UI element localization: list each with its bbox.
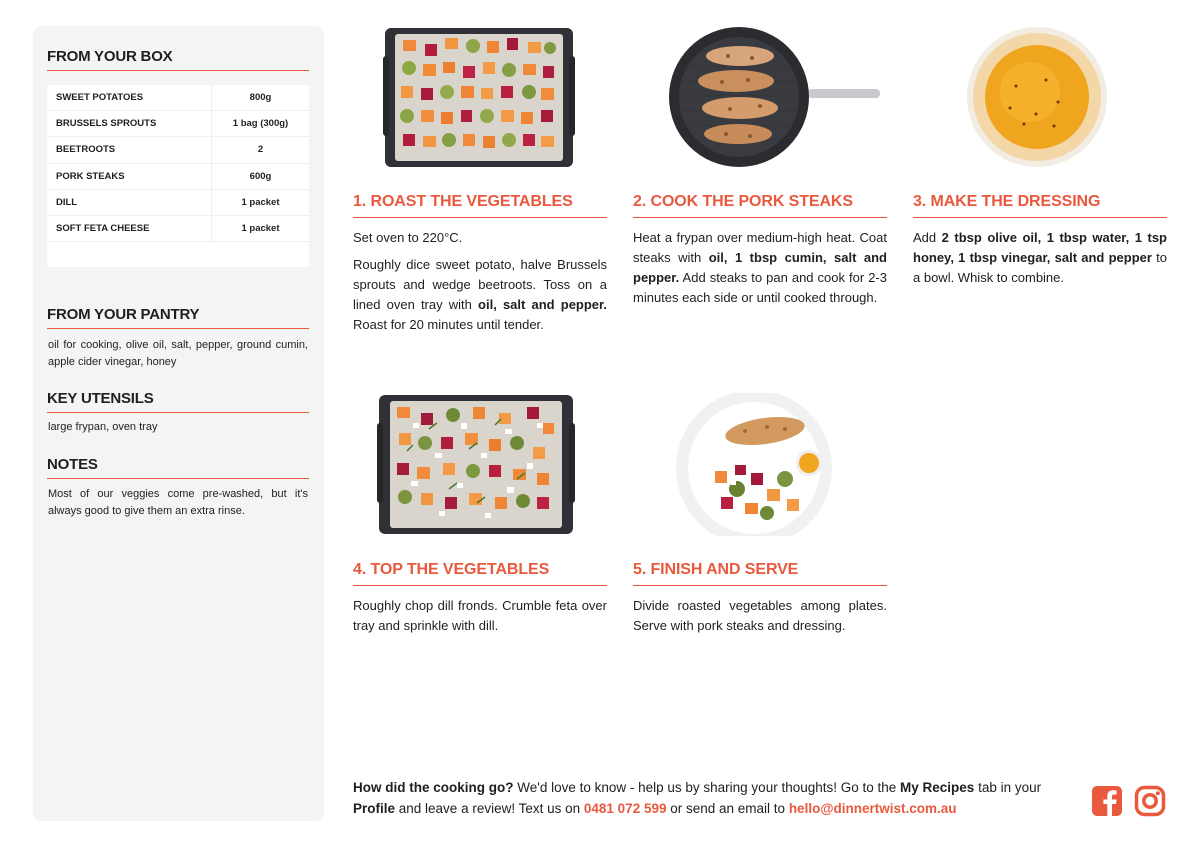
ingredient-qty: 1 packet [241,196,280,208]
step-5-title: 5. FINISH AND SERVE [633,561,887,586]
ingredient-qty: 1 bag (300g) [232,118,289,130]
ingredient-qty: 2 [257,144,264,156]
utensils-heading: KEY UTENSILS [47,390,309,413]
step-1-para-2: Roughly dice sweet potato, halve Brussels sprouts and wedge beetroots. Toss on a lined oven tray with oil, salt and pepper. Roast for 20 minutes until tender. [353,257,607,332]
pantry-text: oil for cooking, olive oil, salt, pepper, ground cumin, apple cider vinegar, honey [48,339,308,368]
dressing-bowl-image [966,26,1108,168]
table-row [47,137,309,163]
table-row [47,111,309,137]
ingredient-qty: 800g [249,92,272,104]
notes-heading: NOTES [47,456,309,479]
step-2-title: 2. COOK THE PORK STEAKS [633,193,887,218]
utensils-text: large frypan, oven tray [48,421,158,433]
facebook-icon[interactable] [1091,785,1123,817]
my-recipes-link[interactable]: My Recipes [900,780,975,795]
table-row [47,164,309,190]
ingredient-name: PORK STEAKS [47,164,212,189]
served-plate-image [675,393,833,536]
instagram-icon[interactable] [1134,785,1166,817]
feedback-footer: How did the cooking go? We'd love to know - help us by sharing your thoughts! Go to the My Recipes tab in your Profile and leave a review! Text us on 0481 072 599 or send an email to hello@dinnertwist.com.au [353,780,1042,816]
ingredient-name: DILL [47,190,212,215]
step-4-text: Roughly chop dill fronds. Crumble feta over tray and sprinkle with dill. [353,598,607,633]
ingredients-sidebar [33,26,324,821]
ingredient-name: BRUSSELS SPROUTS [47,111,212,136]
step-1-text [353,228,607,342]
topped-vegetables-tray-image [377,393,575,536]
roasted-vegetables-tray-image [383,26,575,169]
ingredient-name: BEETROOTS [47,137,212,162]
table-row [47,85,309,111]
notes-text: Most of our veggies come pre-washed, but it's always good to give them an extra rinse. [48,488,308,517]
pantry-heading: FROM YOUR PANTRY [47,306,309,329]
step-2-text: Heat a frypan over medium-high heat. Coat steaks with oil, 1 tbsp cumin, salt and pepper. Add steaks to pan and cook for 2-3 minutes each side or until cooked through. [633,230,887,305]
step-1-para-1: Set oven to 220°C. [353,230,463,245]
email-link[interactable]: hello@dinnertwist.com.au [788,801,957,816]
ingredient-qty: 600g [249,170,272,182]
step-1-title: 1. ROAST THE VEGETABLES [353,193,607,218]
ingredient-qty: 1 packet [241,223,280,235]
step-3-text: Add 2 tbsp olive oil, 1 tbsp water, 1 tsp honey, 1 tbsp vinegar, salt and pepper to a bowl. Whisk to combine. [913,230,1167,285]
profile-link[interactable]: Profile [353,801,396,816]
step-3-title: 3. MAKE THE DRESSING [913,193,1167,218]
ingredient-name: SWEET POTATOES [47,85,212,110]
pork-steaks-frypan-image [668,26,882,169]
box-ingredients-table [47,85,309,267]
box-heading: FROM YOUR BOX [47,48,309,71]
step-5-text: Divide roasted vegetables among plates. Serve with pork steaks and dressing. [633,598,887,633]
phone-link[interactable]: 0481 072 599 [583,801,667,816]
table-row [47,190,309,216]
step-4-title: 4. TOP THE VEGETABLES [353,561,607,586]
ingredient-name: SOFT FETA CHEESE [47,216,212,241]
table-row [47,216,309,242]
